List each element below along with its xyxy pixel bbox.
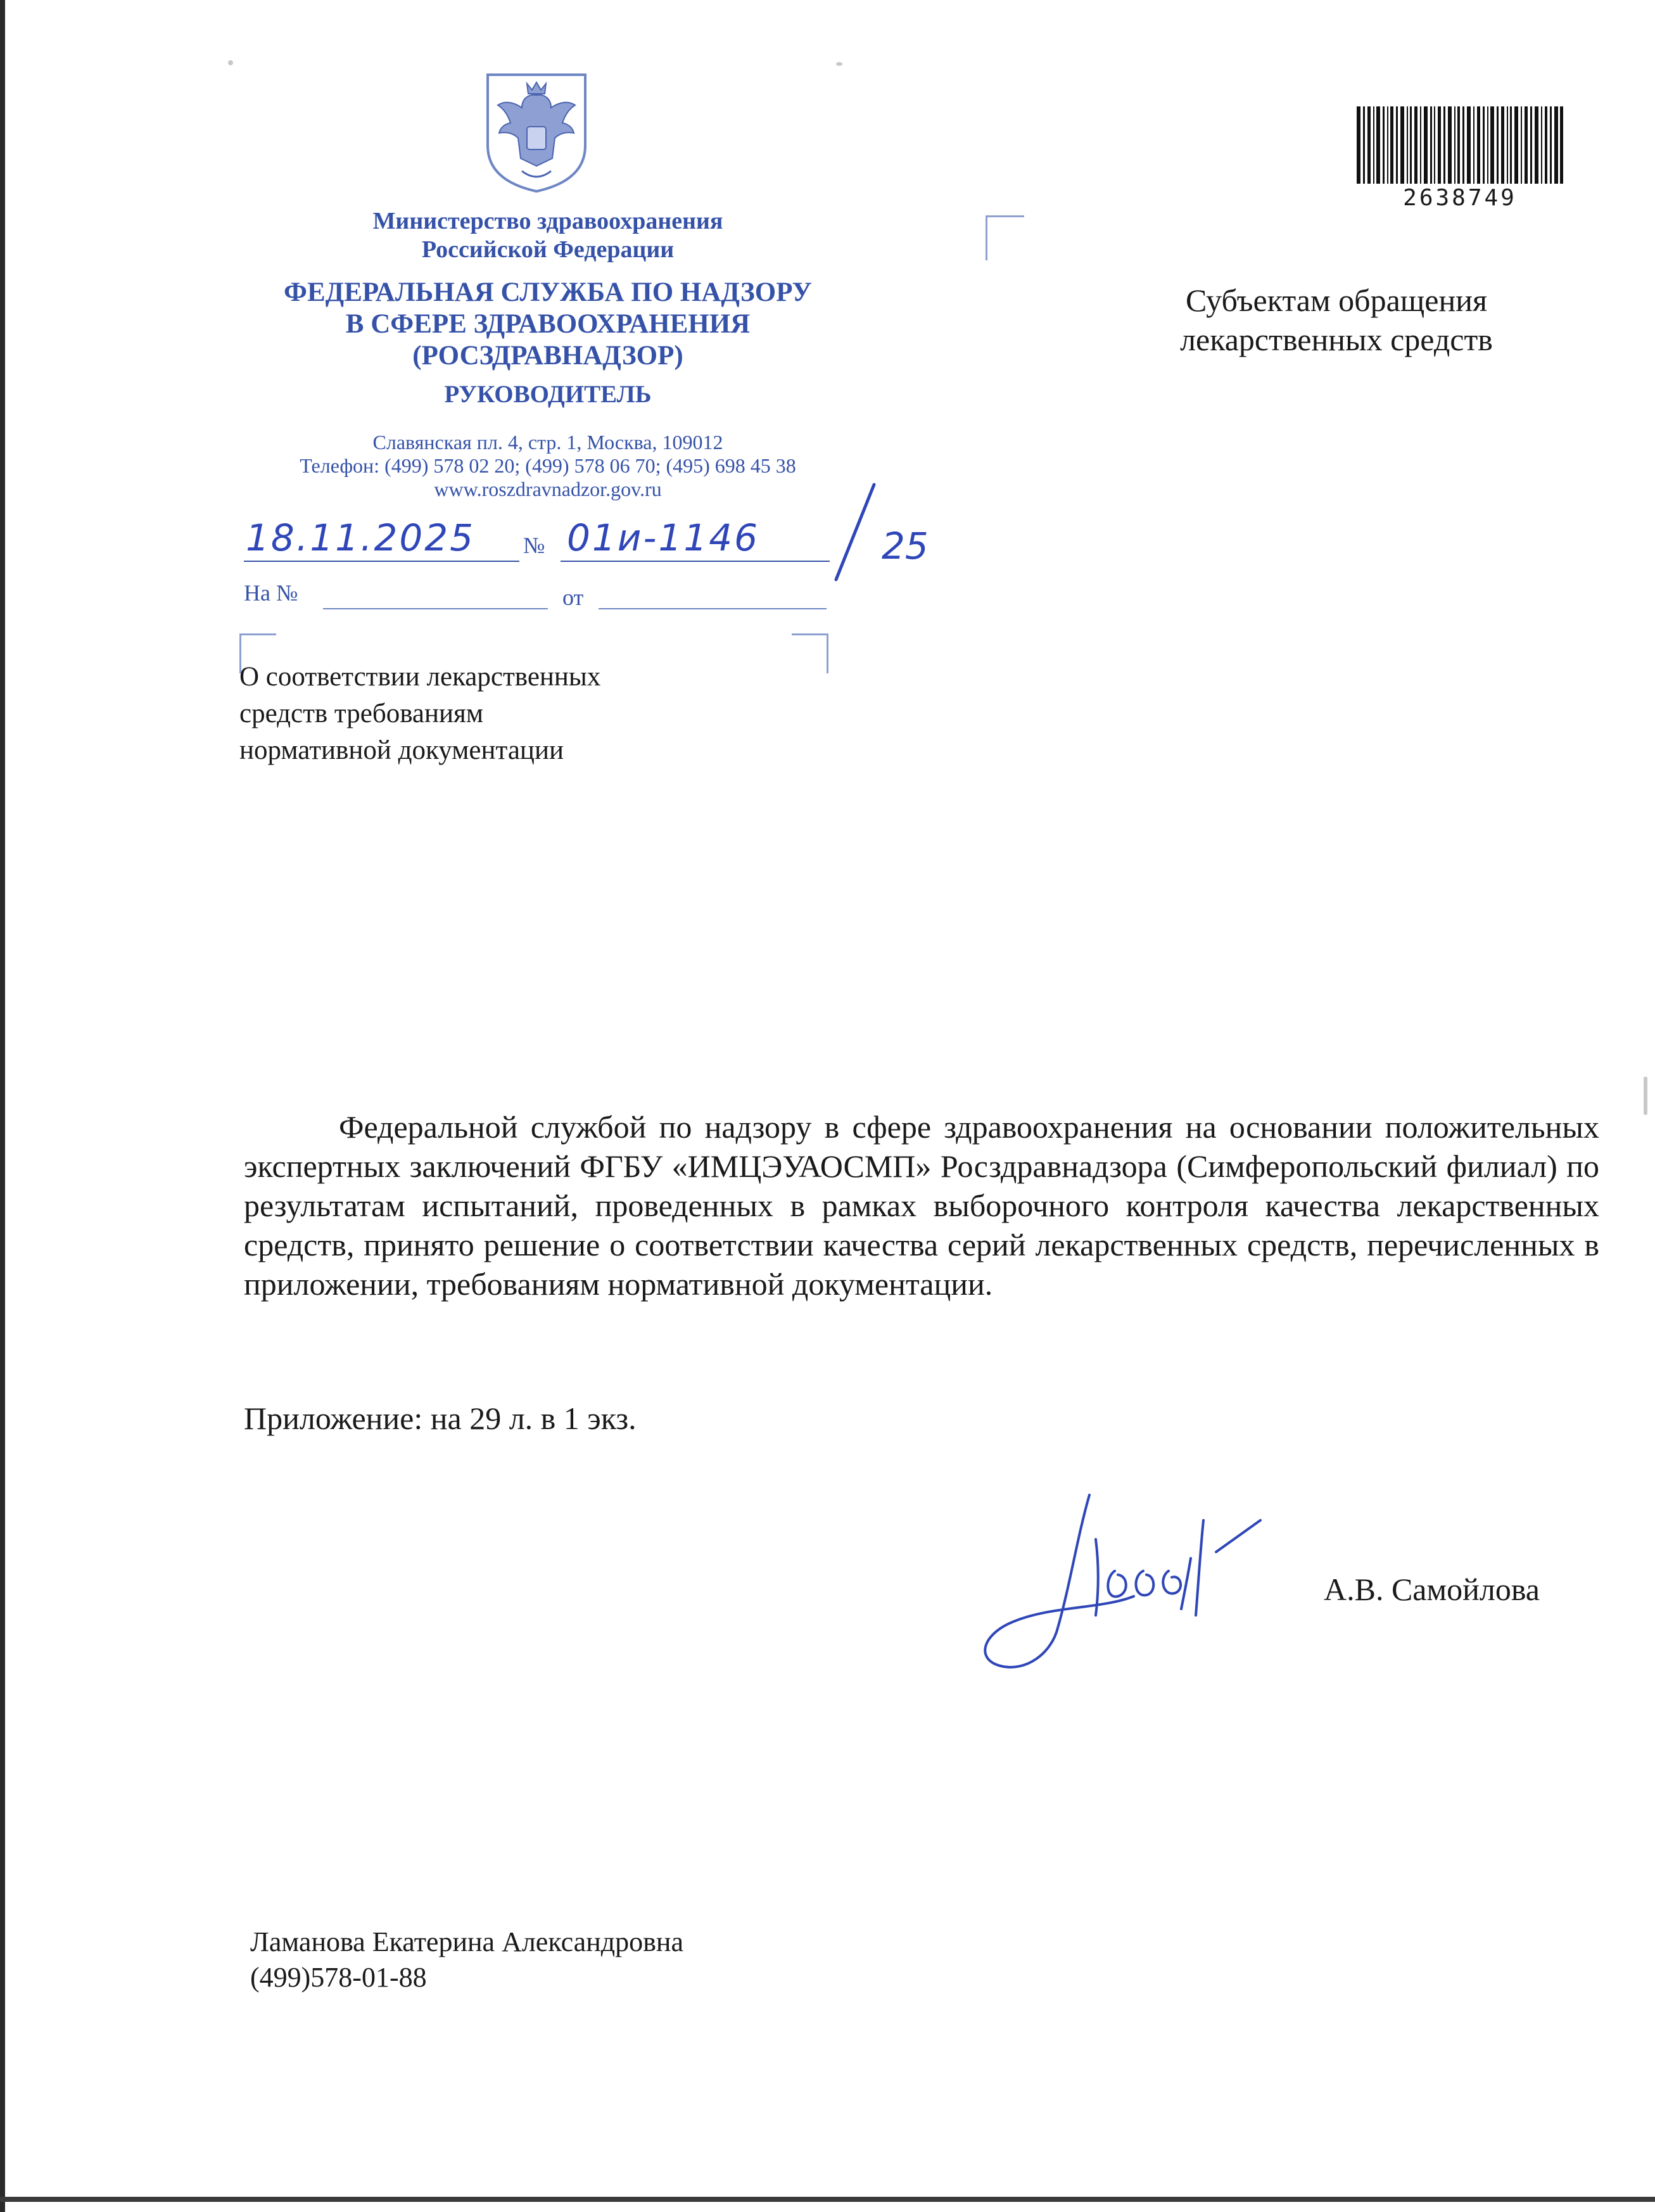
service-line-1: ФЕДЕРАЛЬНАЯ СЛУЖБА ПО НАДЗОРУ [284,277,812,307]
letter-body-paragraph: Федеральной службой по надзору в сфере здравоохранения на основании положительных экспертных заключений ФГБУ «ИМЦЭУАОСМП» Росздравнадзора (Симферопольский филиал) по результатам испытаний, проведенных в рамках выборочного контроля качества лекарственных средств, принято решение о соответствии качества серий лекарственных средств, перечисленных в приложении, требованиям нормативной документации. [244,1109,1599,1302]
service-line-3: (РОСЗДРАВНАДЗОР) [412,341,683,371]
subject-line-3: нормативной документации [239,735,564,765]
subject-line-2: средств требованиям [239,699,484,728]
recipient-block [1096,281,1577,359]
registration-slash [830,481,880,583]
executor-block [250,1924,683,1995]
signer-name: А.В. Самойлова [1324,1572,1540,1607]
executor-name: Ламанова Екатерина Александровна [250,1926,683,1957]
letter-subject [239,659,721,769]
date-underline [244,561,519,562]
registration-date: 18.11.2025 [246,516,476,559]
website: www.roszdravnadzor.gov.ru [434,478,662,500]
barcode-number: 2638749 [1403,185,1517,211]
executor-phone: (499)578-01-88 [250,1962,427,1993]
ministry-line-1: Министерство здравоохранения [372,208,723,234]
scan-speck [1644,1077,1647,1115]
coat-of-arms-emblem [483,70,590,195]
handwritten-signature [963,1482,1317,1691]
recipient-line-1: Субъектам обращения [1186,283,1487,318]
scan-edge-bottom [0,2197,1655,2202]
scan-speck [836,62,842,66]
reference-date-label: от [562,585,584,610]
ministry-name [209,207,887,264]
registration-number: 01и-1146 [567,516,760,559]
service-name [209,277,887,372]
address-field-corner-left [986,215,1024,260]
contact-block [209,431,887,501]
reference-number-blank [323,608,548,609]
barcode [1357,106,1563,184]
position-title: РУКОВОДИТЕЛЬ [444,381,652,408]
registration-number-label: № [523,533,545,558]
number-underline [561,561,830,562]
address: Славянская пл. 4, стр. 1, Москва, 109012 [372,431,723,454]
registration-number-suffix: 25 [882,524,929,568]
reference-date-blank [599,608,827,609]
subject-corner-right [792,633,828,673]
appendix-note: Приложение: на 29 л. в 1 экз. [244,1401,637,1436]
reference-number-label: На № [244,580,298,606]
scan-edge-left [0,0,5,2212]
subject-line-1: О соответствии лекарственных [239,662,601,692]
recipient-line-2: лекарственных средств [1180,322,1493,357]
phone-numbers: Телефон: (499) 578 02 20; (499) 578 06 70; (495) 698 45 38 [300,454,796,477]
scan-speck [228,60,233,65]
ministry-line-2: Российской Федерации [421,236,675,263]
service-line-2: В СФЕРЕ ЗДРАВООХРАНЕНИЯ [345,309,751,339]
